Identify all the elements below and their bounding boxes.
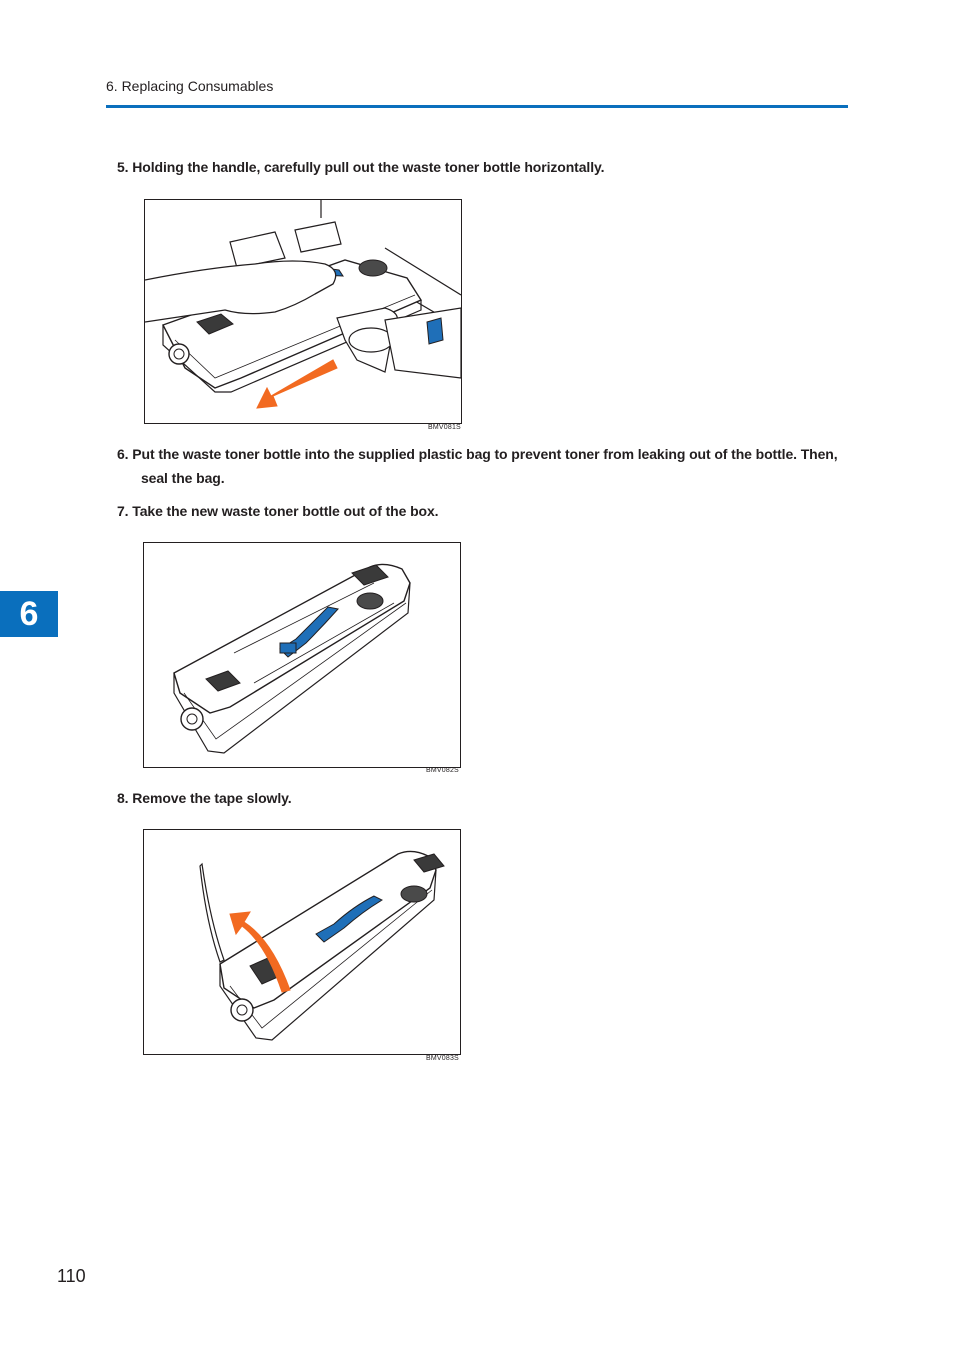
illustration-pull-out xyxy=(145,200,461,423)
step-number: 5. xyxy=(117,159,129,175)
step-number: 7. xyxy=(117,503,129,519)
step-5 xyxy=(117,155,604,179)
chapter-tab: 6 xyxy=(0,591,58,637)
page-number: 110 xyxy=(57,1266,86,1286)
step-6 xyxy=(117,442,838,490)
figure-code: BMV083S xyxy=(426,1055,459,1062)
running-header: 6. Replacing Consumables xyxy=(106,78,274,94)
illustration-new-bottle xyxy=(144,543,460,767)
step-7 xyxy=(117,499,438,523)
step-text: Holding the handle, carefully pull out the waste toner bottle horizontally. xyxy=(132,159,605,175)
figure-new-bottle xyxy=(143,542,461,768)
step-number: 8. xyxy=(117,790,129,806)
step-8 xyxy=(117,786,292,810)
step-text: Take the new waste toner bottle out of the box. xyxy=(132,503,439,519)
step-text: Remove the tape slowly. xyxy=(132,790,292,806)
illustration-remove-tape xyxy=(144,830,460,1054)
figure-remove-tape xyxy=(143,829,461,1055)
figure-pull-out-bottle xyxy=(144,199,462,424)
step-number: 6. xyxy=(117,446,129,462)
figure-code: BMV082S xyxy=(426,767,459,774)
header-rule xyxy=(106,105,848,108)
step-text: Put the waste toner bottle into the supplied plastic bag to prevent toner from leaking out of the bottle. Then, xyxy=(132,446,838,462)
step-text-continued: seal the bag. xyxy=(141,470,225,486)
figure-code: BMV081S xyxy=(428,424,461,431)
